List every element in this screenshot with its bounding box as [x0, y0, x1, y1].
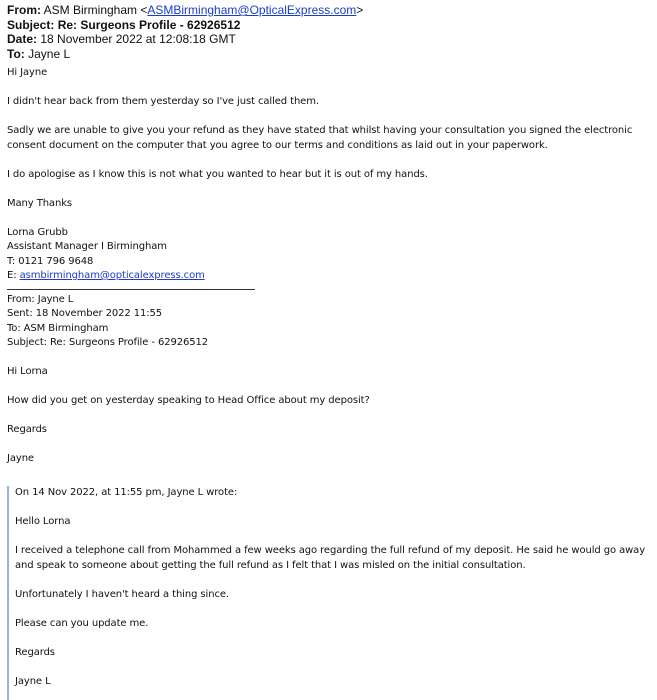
signature-phone: T: 0121 796 9648 — [7, 255, 94, 267]
from-email-link[interactable]: ASMBirmingham@OpticalExpress.com — [147, 3, 357, 17]
date-line — [7, 32, 363, 47]
forwarded-signoff: Regards — [7, 424, 47, 435]
to-text: Jayne L — [28, 46, 71, 61]
forwarded-subject: Subject: Re: Surgeons Profile - 62926512 — [7, 337, 209, 348]
quote-paragraph-1-line-1: I received a telephone call from Mohammed a few weeks ago regarding the full refund of my deposit. He said he would go away — [15, 545, 646, 556]
quote-greeting: Hello Lorna — [15, 516, 71, 527]
signature-name: Lorna Grubb — [7, 226, 68, 238]
forwarded-from: From: Jayne L — [7, 293, 74, 305]
subject-line — [7, 18, 363, 33]
reply-body — [7, 66, 652, 467]
forwarded-sent: Sent: 18 November 2022 11:55 — [7, 308, 163, 319]
quote-paragraph-1-line-2: and speak to someone about getting the full refund as I felt that I was misled on the initial consultation. — [15, 559, 526, 571]
to-line — [7, 47, 363, 62]
signature-title: Assistant Manager I Birmingham — [7, 241, 167, 252]
reply-paragraph-1: I didn't hear back from them yesterday so I've just called them. — [7, 96, 319, 107]
quote-name: Jayne L — [15, 675, 51, 687]
date-label: Date: — [7, 32, 38, 46]
from-name: ASM Birmingham < — [43, 3, 148, 17]
quote-paragraph-3: Please can you update me. — [15, 617, 149, 629]
reply-paragraph-3: I do apologise as I know this is not what you wanted to hear but it is out of my hands. — [7, 168, 428, 180]
reply-signoff: Many Thanks — [7, 197, 73, 209]
separator-line — [7, 289, 255, 290]
date-text: 18 November 2022 at 12:08:18 GMT — [40, 32, 236, 46]
quote-signoff: Regards — [15, 646, 55, 658]
to-label: To: — [7, 46, 25, 61]
subject-text: Re: Surgeons Profile - 62926512 — [57, 17, 241, 32]
subject-label: Subject: — [7, 17, 55, 32]
from-line — [7, 3, 363, 18]
forwarded-greeting: Hi Lorna — [7, 366, 48, 377]
quote-attribution: On 14 Nov 2022, at 11:55 pm, Jayne L wrote: — [15, 487, 238, 498]
from-label: From: — [7, 3, 41, 17]
forwarded-to: To: ASM Birmingham — [7, 322, 109, 334]
forwarded-question: How did you get on yesterday speaking to Head Office about my deposit? — [7, 395, 370, 406]
reply-paragraph-2-line-1: Sadly we are unable to give you your refund as they have stated that whilst having your consultation you signed the electronic — [7, 125, 633, 136]
forwarded-name: Jayne — [7, 453, 34, 464]
email-header — [7, 3, 363, 61]
from-close: > — [356, 3, 364, 17]
quoted-message — [7, 486, 652, 700]
reply-paragraph-2-line-2: consent document on the computer that you agree to our terms and conditions as laid out in your paperwork. — [7, 139, 548, 151]
signature-email-link[interactable]: asmbirmingham@opticalexpress.com — [19, 270, 205, 281]
quote-paragraph-2: Unfortunately I haven't heard a thing since. — [15, 588, 229, 600]
signature-email-label: E: — [7, 270, 20, 281]
reply-greeting: Hi Jayne — [7, 67, 48, 78]
signature-email-line — [7, 269, 652, 284]
